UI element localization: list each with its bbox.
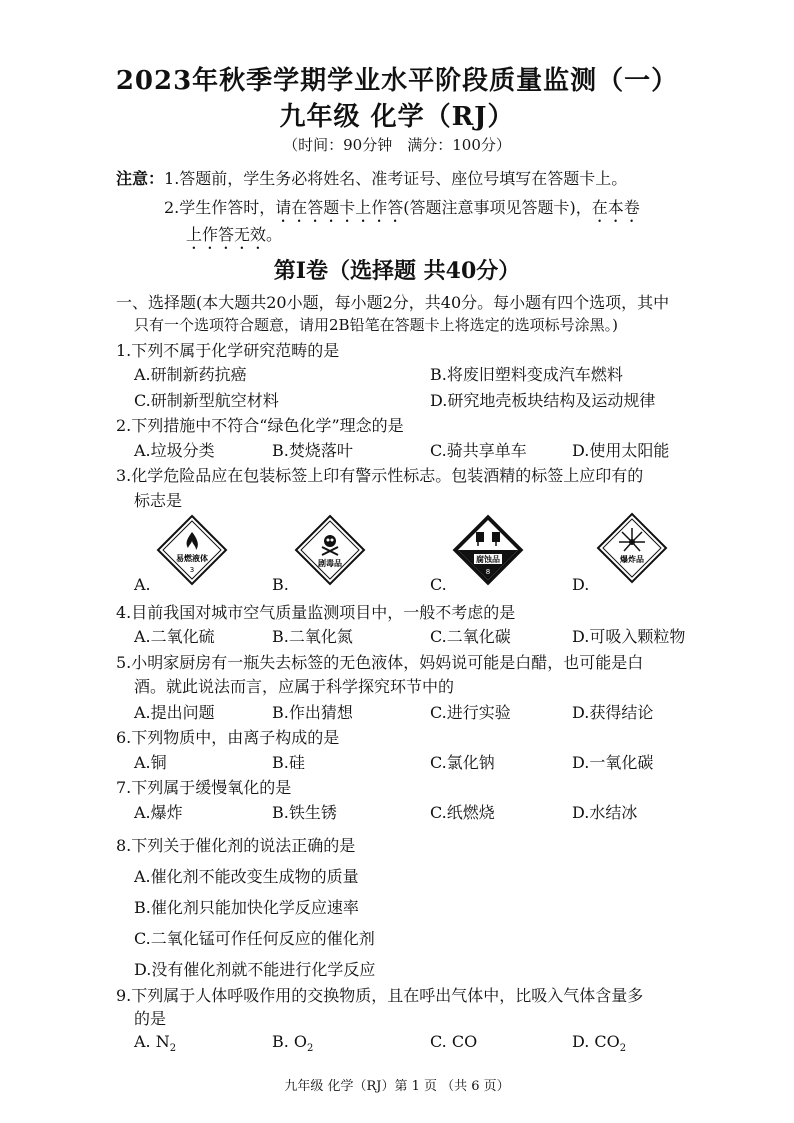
flammable-class: 3 [189, 566, 195, 574]
question-1-option-d: D.研究地壳板块结构及运动规律 [430, 391, 656, 410]
question-1-option-c: C.研制新型航空材料 [134, 391, 279, 410]
section-title: 第Ⅰ卷（选择题 共40分） [273, 258, 521, 284]
corrosive-label: 腐蚀品 [476, 555, 500, 564]
question-1-option-b: B.将废旧塑料变成汽车燃料 [430, 365, 623, 384]
question-3-option-c: C. [430, 575, 447, 594]
question-2-option-a: A.垃圾分类 [134, 441, 215, 460]
question-9-option-d: D. $CO_2$ [572, 1032, 627, 1055]
question-6-option-c: C.氯化钠 [430, 753, 495, 772]
page-footer: 九年级 化学（RJ）第 1 页 （共 6 页） [284, 1079, 510, 1094]
question-8-option-a: A.催化剂不能改变生成物的质量 [134, 867, 359, 886]
question-8-option-c: C.二氧化锰可作任何反应的催化剂 [134, 929, 375, 948]
question-6-option-a: A.铜 [134, 753, 167, 772]
exam-title: 2023年秋季学期学业水平阶段质量监测（一） [115, 66, 679, 96]
question-8-option-b: B.催化剂只能加快化学反应速率 [134, 898, 359, 917]
corrosive-class: 8 [485, 568, 491, 576]
question-3-option-a: A. [134, 575, 151, 594]
question-5-stem-2: 酒。就此说法而言，应属于科学探究环节中的 [134, 677, 455, 696]
question-7-option-a: A.爆炸 [134, 803, 183, 822]
notes-item2-b: 请在答题卡上作答 [275, 198, 404, 217]
question-2-option-c: C.骑共享单车 [430, 441, 527, 460]
question-8-stem: 8.下列关于催化剂的说法正确的是 [116, 836, 356, 855]
notes-line1 [116, 166, 627, 189]
question-3-option-b: B. [272, 575, 289, 594]
section-instructions-1: 一、选择题(本大题共20小题，每小题2分，共40分。每小题有四个选项，其中 [116, 293, 670, 312]
question-4-option-d: D.可吸入颗粒物 [572, 627, 686, 646]
question-9-option-a: A. $N_2$ [134, 1032, 177, 1055]
question-6-stem: 6.下列物质中，由离子构成的是 [116, 728, 340, 747]
explosive-hazard-icon [596, 512, 668, 584]
question-9-option-b: B. $O_2$ [272, 1032, 314, 1055]
question-4-option-b: B.二氧化氮 [272, 627, 353, 646]
corrosive-hazard-icon [452, 514, 524, 586]
question-7-option-d: D.水结冰 [572, 803, 638, 822]
question-5-option-d: D.获得结论 [572, 703, 654, 722]
notes-item2-d: 在本卷 [591, 198, 640, 217]
question-6-option-d: D.一氧化碳 [572, 753, 654, 772]
question-5-option-b: B.作出猜想 [272, 703, 353, 722]
question-4-option-c: C.二氧化碳 [430, 627, 511, 646]
question-3-option-d: D. [572, 575, 590, 594]
question-2-stem: 2.下列措施中不符合“绿色化学”理念的是 [116, 416, 404, 435]
question-9-stem-2: 的是 [134, 1009, 167, 1028]
question-5-stem-1: 5.小明家厨房有一瓶失去标签的无色液体，妈妈说可能是白醋，也可能是白 [116, 653, 644, 672]
question-3-stem-2: 标志是 [134, 491, 183, 510]
notes-label: 注意： [116, 169, 165, 188]
question-3-stem-1: 3.化学危险品应在包装标签上印有警示性标志。包装酒精的标签上应印有的 [116, 466, 644, 485]
notes-item2-a: 2.学生作答时， [164, 198, 276, 217]
question-8-option-d: D.没有催化剂就不能进行化学反应 [134, 960, 376, 979]
question-1-stem: 1.下列不属于化学研究范畴的是 [116, 341, 340, 360]
question-5-option-c: C.进行实验 [430, 703, 511, 722]
toxic-label: 剧毒品 [318, 559, 342, 568]
question-7-stem: 7.下列属于缓慢氧化的是 [116, 778, 292, 797]
question-4-stem: 4.目前我国对城市空气质量监测项目中，一般不考虑的是 [116, 603, 516, 622]
flammable-liquid-hazard-icon [156, 514, 228, 586]
question-4-option-a: A.二氧化硫 [134, 627, 215, 646]
exam-subject: 九年级 化学（RJ） [279, 102, 515, 132]
question-1-option-a: A.研制新药抗癌 [134, 365, 247, 384]
question-2-option-b: B.焚烧落叶 [272, 441, 353, 460]
notes-item2-e: 上作答无效。 [186, 225, 283, 244]
question-7-option-b: B.铁生锈 [272, 803, 337, 822]
exam-time-info: （时间：90分钟 满分：100分） [283, 136, 511, 154]
question-7-option-c: C.纸燃烧 [430, 803, 495, 822]
question-9-stem-1: 9.下列属于人体呼吸作用的交换物质，且在呼出气体中，比吸入气体含量多 [116, 986, 644, 1005]
notes-item2-c: (答题注意事项见答题卡)， [403, 198, 592, 217]
question-6-option-b: B.硅 [272, 753, 305, 772]
flammable-label: 易燃液体 [176, 554, 208, 563]
question-5-option-a: A.提出问题 [134, 703, 215, 722]
question-9-option-c: C. CO [430, 1032, 478, 1051]
section-instructions-2: 只有一个选项符合题意，请用2B铅笔在答题卡上将选定的选项标号涂黑。) [134, 316, 618, 334]
toxic-hazard-icon [294, 514, 366, 586]
question-2-option-d: D.使用太阳能 [572, 441, 670, 460]
explosive-label: 爆炸品 [620, 555, 644, 564]
notes-item1: 1.答题前，学生务必将姓名、准考证号、座位号填写在答题卡上。 [164, 169, 628, 188]
